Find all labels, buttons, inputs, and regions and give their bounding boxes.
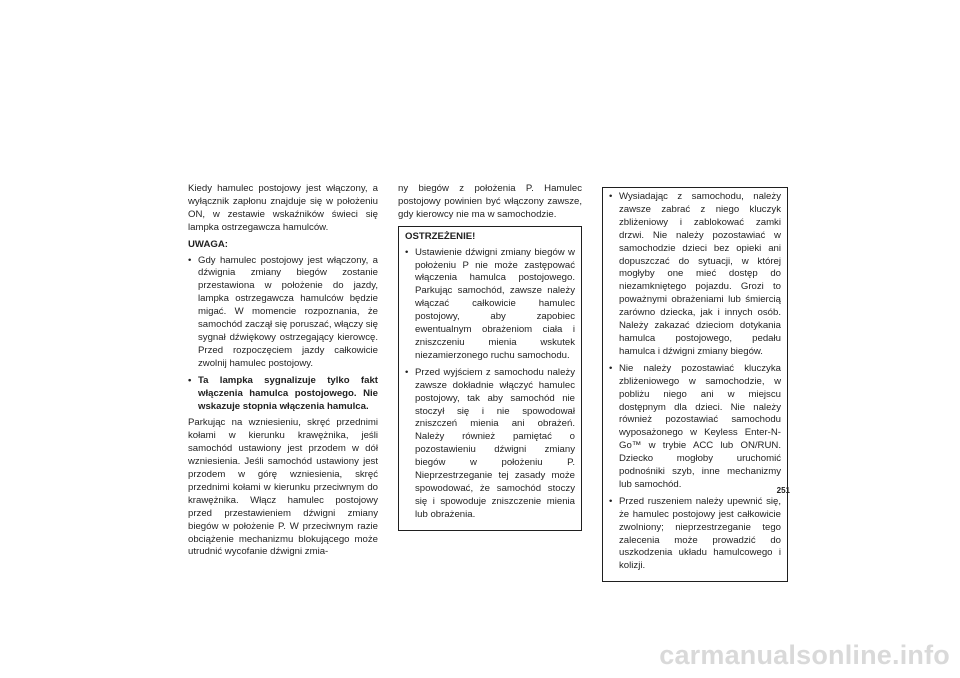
- warning-item: • Przed wyjściem z samochodu należy zawsze dokładnie włączyć hamulec postojowy, tak aby samochód nie stoczył się i nie spowodował zniszczeń mienia ani obrażeń. Należy również pamiętać o pozostawieniu dźwigni zmiany biegów w położeniu P. Nieprzestrzeganie tej zasady może spowodować, że samochód stoczy się i spowoduje zniszczenie mienia lub obrażenia.: [405, 367, 575, 522]
- note-heading: UWAGA:: [188, 238, 228, 250]
- warning-item: • Nie należy pozostawiać kluczyka zbliżeniowego w samochodzie, w pobliżu niego ani w miejscu dostępnym dla dzieci. Nie należy również pozostawiać samochodu wyposażonego w Keyless Enter-N-Go™ w trybie ACC lub ON/RUN. Dziecko mogłoby uruchomić podnośniki szyb, inne mechanizmy lub samochód.: [609, 363, 781, 492]
- warning-box: [398, 226, 582, 531]
- warning-item: • Przed ruszeniem należy upewnić się, że hamulec postojowy jest całkowicie zwolniony; nieprzestrzeganie tego zalecenia może prowadzić do uszkodzenia układu hamulcowego i kolizji.: [609, 496, 781, 573]
- note-item: • Ta lampka sygnalizuje tylko fakt włączenia hamulca postojowego. Nie wskazuje stopnia włączenia hamulca.: [188, 375, 378, 414]
- watermark: carmanualsonline.info: [659, 640, 950, 670]
- note-item: • Gdy hamulec postojowy jest włączony, a dźwignia zmiany biegów zostanie przestawiona w położenie do jazdy, lampka ostrzegawcza hamulców będzie migać. W momencie rozpoznania, że samochód zaczął się poruszać, włączy się sygnał dźwiękowy ostrzegający kierowcę. Przed rozpoczęciem jazdy całkowicie zwolnij hamulec postojowy.: [188, 255, 378, 371]
- intro-paragraph: Kiedy hamulec postojowy jest włączony, a wyłącznik zapłonu znajduje się w położeniu ON, w zestawie wskaźników świeci się lampka ostrzegawcza hamulców.: [188, 183, 378, 233]
- column-middle: [398, 183, 582, 531]
- column-left: [188, 183, 378, 563]
- warning-item: • Ustawienie dźwigni zmiany biegów w położeniu P nie może zastępować włączenia hamulca postojowego. Parkując samochód, zawsze należy włączać całkowicie hamulec postojowy, aby zapobiec ewentualnym obrażeniom ciała i zniszczeniu mienia wskutek niezamierzonego ruchu samochodu.: [405, 247, 575, 363]
- column-right: [602, 183, 788, 582]
- continuation-paragraph: ny biegów z położenia P. Hamulec postojowy powinien być włączony zawsze, gdy kierowcy nie ma w samochodzie.: [398, 183, 582, 220]
- warning-heading: OSTRZEŻENIE!: [405, 230, 476, 242]
- warning-list-continued: [609, 191, 781, 573]
- note-list: [188, 255, 378, 414]
- warning-box-continued: [602, 187, 788, 582]
- parking-paragraph: Parkując na wzniesieniu, skręć przednimi kołami w kierunku krawężnika, jeśli samochód ustawiony jest przodem w dół wzniesienia. Jeśli samochód ustawiony jest przodem w górę wzniesienia, skręć przednimi kołami w kierunku przeciwnym do krawężnika. Włącz hamulec postojowy przed przestawieniem dźwigni zmiany biegów w położenie P. W przeciwnym razie obciążenie mechanizmu blokującego może utrudnić wycofanie dźwigni zmia-: [188, 417, 378, 558]
- warning-list: [405, 247, 575, 522]
- warning-item: • Wysiadając z samochodu, należy zawsze zabrać z niego kluczyk zbliżeniowy i zablokować zamki drzwi. Nie należy pozostawiać w samochodzie dzieci bez opieki ani dopuszczać do sytuacji, w której mogłyby one mieć dostęp do niezamkniętego pojazdu. Grozi to poważnymi obrażeniami lub śmiercią zarówno dziecka, jak i innych osób. Należy zakazać dzieciom dotykania hamulca postojowego, pedału hamulca i dźwigni zmiany biegów.: [609, 191, 781, 359]
- page-number: 251: [776, 486, 790, 495]
